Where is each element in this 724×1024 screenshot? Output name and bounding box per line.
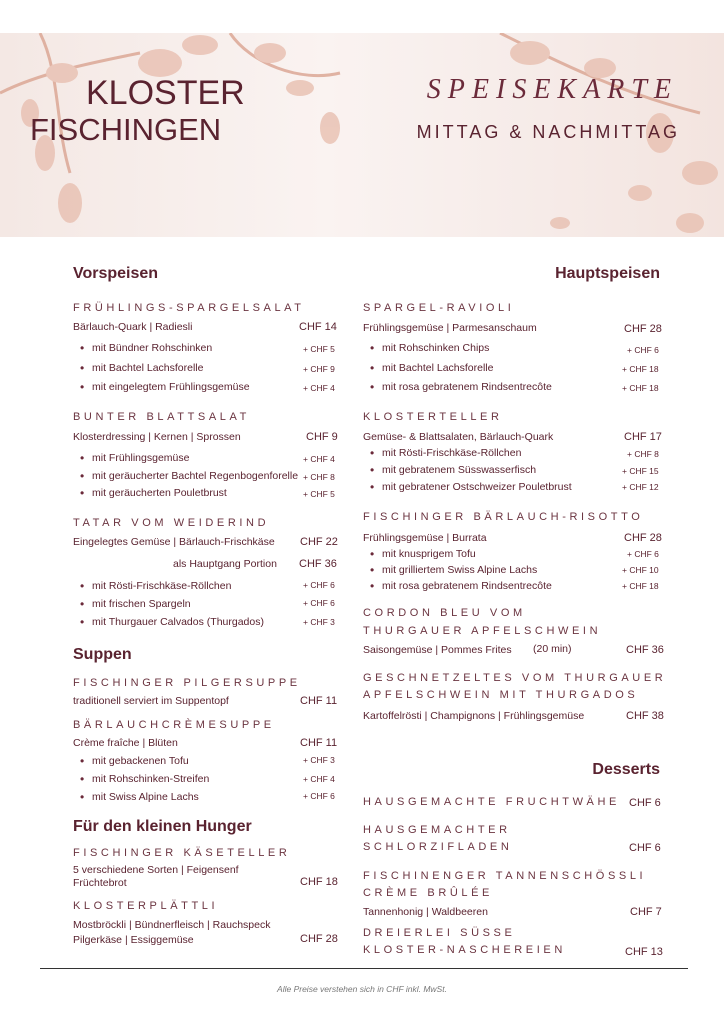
extra-tatar-1: • mit Rösti-Frischkäse-Röllchen (92, 580, 231, 592)
item-schlorzi-line1: HAUSGEMACHTER (363, 824, 511, 836)
item-plaettli: KLOSTERPLÄTTLI (73, 900, 219, 912)
item-kaeseteller: FISCHINGER KÄSETELLER (73, 847, 291, 859)
extra-price-spargelsalat-2: + CHF 9 (303, 364, 335, 374)
desc-ravioli: Frühlingsgemüse | Parmesanschaum (363, 322, 537, 334)
price-tannen: CHF 7 (630, 906, 662, 918)
extra-price-klosterteller-3: + CHF 12 (622, 482, 659, 492)
extra-baerlauch-3: • mit Swiss Alpine Lachs (92, 791, 199, 803)
extra-ravioli-1: • mit Rohschinken Chips (382, 342, 489, 354)
desc-risotto: Frühlingsgemüse | Burrata (363, 532, 487, 544)
footer-divider (40, 968, 688, 969)
desc-pilgersuppe: traditionell serviert im Suppentopf (73, 695, 229, 707)
price-spargelsalat: CHF 14 (299, 321, 337, 333)
item-tannen-line2: CRÈME BRÛLÉE (363, 887, 493, 899)
price-plaettli: CHF 28 (300, 933, 338, 945)
item-baerlauch: BÄRLAUCHCRÈMESUPPE (73, 719, 275, 731)
desc-klosterteller: Gemüse- & Blattsalaten, Bärlauch-Quark (363, 431, 554, 443)
price-pilgersuppe: CHF 11 (300, 695, 338, 707)
extra-risotto-3: • mit rosa gebratenem Rindsentrecôte (382, 580, 552, 592)
extra-blattsalat-1: • mit Frühlingsgemüse (92, 452, 189, 464)
price-risotto: CHF 28 (624, 532, 662, 544)
price-cordon: CHF 36 (626, 644, 664, 656)
extra-spargelsalat-2: • mit Bachtel Lachsforelle (92, 362, 203, 374)
extra-price-risotto-3: + CHF 18 (622, 581, 659, 591)
item-fruchtwaehe: HAUSGEMACHTE FRUCHTWÄHE (363, 796, 620, 808)
extra-blattsalat-2: • mit geräucherter Bachtel Regenbogenforelle (92, 470, 298, 482)
extra-price-klosterteller-1: + CHF 8 (627, 449, 659, 459)
desc-tatar: Eingelegtes Gemüse | Bärlauch-Frischkäse (73, 536, 275, 548)
extra-baerlauch-2: • mit Rohschinken-Streifen (92, 773, 209, 785)
extra-ravioli-3: • mit rosa gebratenem Rindsentrecôte (382, 381, 552, 393)
extra-ravioli-2: • mit Bachtel Lachsforelle (382, 362, 493, 374)
section-hunger: Für den kleinen Hunger (73, 818, 252, 835)
item-ravioli: SPARGEL-RAVIOLI (363, 302, 515, 314)
extra-price-tatar-2: + CHF 6 (303, 598, 335, 608)
desc-kaeseteller-1: 5 verschiedene Sorten | Feigensenf (73, 864, 239, 876)
logo-fischingen: FISCHINGEN (30, 112, 222, 147)
extra-price-tatar-1: + CHF 6 (303, 580, 335, 590)
item-geschnetzeltes-line2: APFELSCHWEIN MIT THURGADOS (363, 689, 639, 701)
price-tatar-main: CHF 36 (299, 558, 337, 570)
item-cordon-line2: THURGAUER APFELSCHWEIN (363, 625, 602, 637)
desc-geschnetzeltes: Kartoffelrösti | Champignons | Frühlingsgemüse (363, 710, 585, 722)
desc-blattsalat: Klosterdressing | Kernen | Sprossen (73, 431, 241, 443)
desc-tatar-main: als Hauptgang Portion (173, 558, 277, 570)
extra-price-klosterteller-2: + CHF 15 (622, 466, 659, 476)
time-cordon: (20 min) (533, 643, 572, 655)
price-schlorzi: CHF 6 (629, 842, 661, 854)
extra-price-tatar-3: + CHF 3 (303, 617, 335, 627)
extra-tatar-3: • mit Thurgauer Calvados (Thurgados) (92, 616, 264, 628)
extra-price-spargelsalat-1: + CHF 5 (303, 344, 335, 354)
extra-price-ravioli-1: + CHF 6 (627, 345, 659, 355)
section-hauptspeisen: Hauptspeisen (555, 265, 660, 282)
price-fruchtwaehe: CHF 6 (629, 797, 661, 809)
extra-spargelsalat-3: • mit eingelegtem Frühlingsgemüse (92, 381, 250, 393)
extra-price-ravioli-3: + CHF 18 (622, 383, 659, 393)
extra-price-baerlauch-1: + CHF 3 (303, 755, 335, 765)
extra-risotto-1: • mit knusprigem Tofu (382, 548, 476, 560)
item-blattsalat: BUNTER BLATTSALAT (73, 411, 250, 423)
extra-price-ravioli-2: + CHF 18 (622, 364, 659, 374)
desc-spargelsalat: Bärlauch-Quark | Radiesli (73, 321, 193, 333)
price-klosterteller: CHF 17 (624, 431, 662, 443)
extra-price-blattsalat-3: + CHF 5 (303, 489, 335, 499)
item-tatar: TATAR VOM WEIDERIND (73, 517, 270, 529)
page-title: SPEISEKARTE (426, 74, 678, 105)
price-blattsalat: CHF 9 (306, 431, 338, 443)
page-subtitle: MITTAG & NACHMITTAG (416, 122, 680, 142)
extra-price-baerlauch-2: + CHF 4 (303, 774, 335, 784)
price-nascherei: CHF 13 (625, 946, 663, 958)
price-ravioli: CHF 28 (624, 323, 662, 335)
item-risotto: FISCHINGER BÄRLAUCH-RISOTTO (363, 511, 644, 523)
desc-baerlauch: Crème fraîche | Blüten (73, 737, 178, 749)
desc-tannen: Tannenhonig | Waldbeeren (363, 906, 488, 918)
price-kaeseteller: CHF 18 (300, 876, 338, 888)
desc-plaettli-2: Pilgerkäse | Essiggemüse (73, 934, 194, 946)
item-schlorzi-line2: SCHLORZIFLADEN (363, 841, 513, 853)
price-geschnetzeltes: CHF 38 (626, 710, 664, 722)
price-tatar: CHF 22 (300, 536, 338, 548)
desc-plaettli-1: Mostbröckli | Bündnerfleisch | Rauchspeck (73, 919, 271, 931)
footer-note: Alle Preise verstehen sich in CHF inkl. MwSt. (277, 984, 447, 994)
item-cordon-line1: CORDON BLEU VOM (363, 607, 526, 619)
extra-spargelsalat-1: • mit Bündner Rohschinken (92, 342, 212, 354)
item-pilgersuppe: FISCHINGER PILGERSUPPE (73, 677, 301, 689)
section-desserts: Desserts (592, 761, 660, 778)
price-baerlauch: CHF 11 (300, 737, 338, 749)
item-klosterteller: KLOSTERTELLER (363, 411, 503, 423)
desc-kaeseteller-2: Früchtebrot (73, 877, 127, 889)
desc-cordon: Saisongemüse | Pommes Frites (363, 644, 512, 656)
extra-price-risotto-2: + CHF 10 (622, 565, 659, 575)
item-geschnetzeltes-line1: GESCHNETZELTES VOM THURGAUER (363, 672, 667, 684)
extra-klosterteller-1: • mit Rösti-Frischkäse-Röllchen (382, 447, 521, 459)
extra-blattsalat-3: • mit geräucherten Pouletbrust (92, 487, 227, 499)
item-nascherei-line2: KLOSTER-NASCHEREIEN (363, 944, 566, 956)
logo-kloster: KLOSTER (86, 74, 245, 112)
extra-price-blattsalat-2: + CHF 8 (303, 472, 335, 482)
extra-price-risotto-1: + CHF 6 (627, 549, 659, 559)
extra-klosterteller-3: • mit gebratener Ostschweizer Pouletbrust (382, 481, 572, 493)
extra-klosterteller-2: • mit gebratenem Süsswasserfisch (382, 464, 536, 476)
item-nascherei-line1: DREIERLEI SÜSSE (363, 927, 516, 939)
extra-price-blattsalat-1: + CHF 4 (303, 454, 335, 464)
section-suppen: Suppen (73, 646, 132, 663)
extra-price-spargelsalat-3: + CHF 4 (303, 383, 335, 393)
extra-risotto-2: • mit grilliertem Swiss Alpine Lachs (382, 564, 537, 576)
item-tannen-line1: FISCHINENGER TANNENSCHÖSSLI (363, 870, 647, 882)
extra-baerlauch-1: • mit gebackenen Tofu (92, 755, 189, 767)
item-spargelsalat: FRÜHLINGS-SPARGELSALAT (73, 302, 305, 314)
extra-price-baerlauch-3: + CHF 6 (303, 791, 335, 801)
extra-tatar-2: • mit frischen Spargeln (92, 598, 191, 610)
section-vorspeisen: Vorspeisen (73, 265, 159, 282)
